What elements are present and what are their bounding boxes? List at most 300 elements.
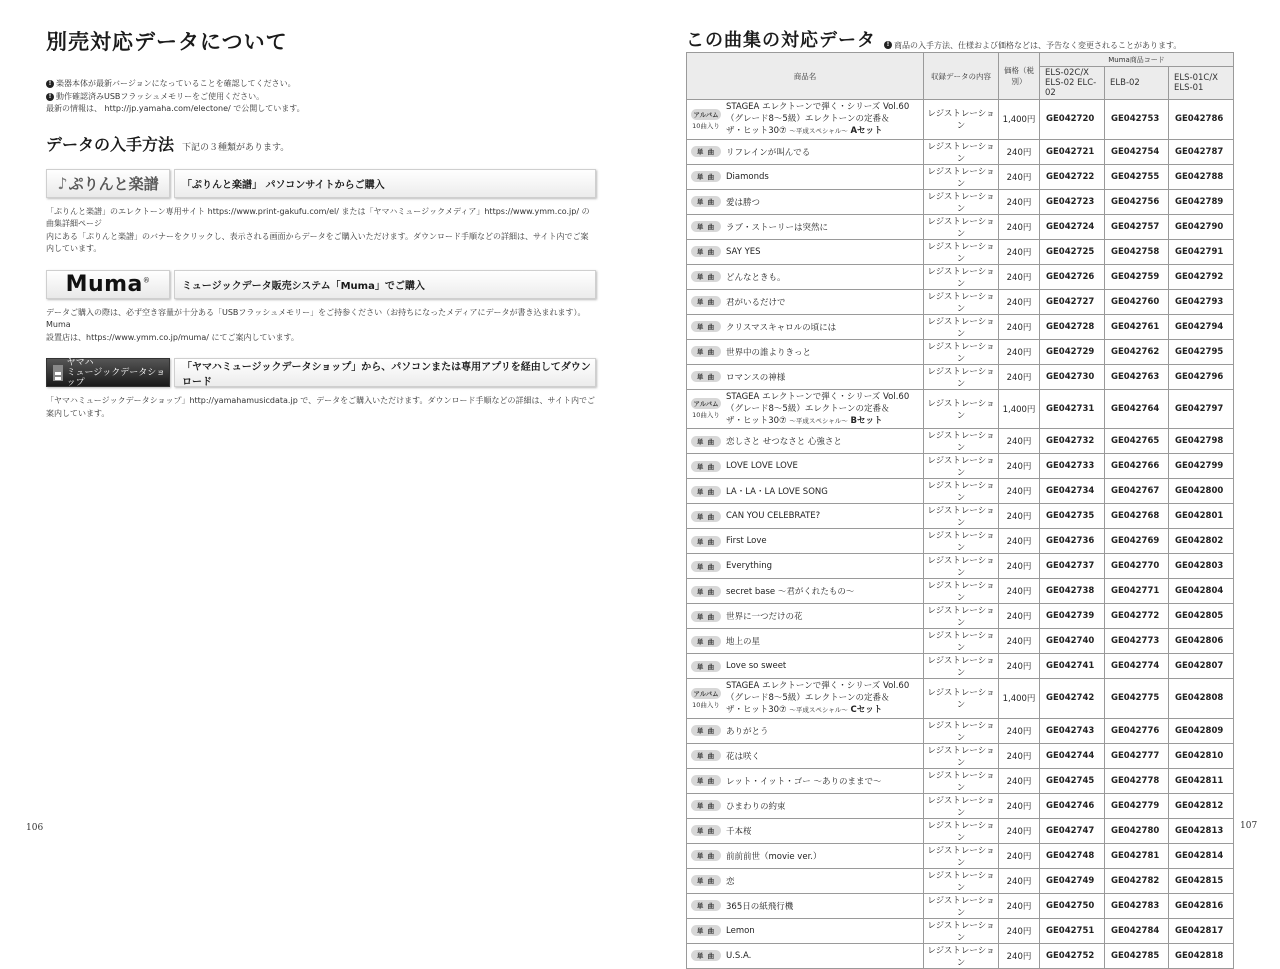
price-cell: 240円 <box>999 454 1040 479</box>
product-name-cell <box>687 604 924 629</box>
song-title: リフレインが叫んでる <box>726 147 811 158</box>
song-title: 愛は勝つ <box>726 197 761 208</box>
content-cell: レジストレーション <box>924 579 999 604</box>
table-row <box>687 579 1234 604</box>
code-cell-1: GE042737 <box>1040 554 1105 579</box>
page-number-right: 107 <box>1240 821 1258 831</box>
album-track-count: 10曲入り <box>692 121 720 130</box>
code-cell-1: GE042744 <box>1040 743 1105 768</box>
latest-info: 最新の情報は、 http://jp.yamaha.com/electone/ で公開しています。 <box>46 104 305 113</box>
song-title: Lemon <box>726 925 755 936</box>
code-cell-3: GE042791 <box>1169 239 1234 264</box>
table-row <box>687 893 1234 918</box>
code-cell-3: GE042786 <box>1169 100 1234 140</box>
code-cell-3: GE042803 <box>1169 554 1234 579</box>
price-cell: 240円 <box>999 504 1040 529</box>
product-name-cell <box>687 918 924 943</box>
code-cell-2: GE042764 <box>1105 389 1169 429</box>
content-cell: レジストレーション <box>924 654 999 679</box>
product-name-cell <box>687 818 924 843</box>
content-cell: レジストレーション <box>924 479 999 504</box>
table-row <box>687 629 1234 654</box>
content-cell: レジストレーション <box>924 679 999 719</box>
single-badge: 単 曲 <box>691 586 721 597</box>
content-cell: レジストレーション <box>924 239 999 264</box>
code-cell-1: GE042731 <box>1040 389 1105 429</box>
code-cell-3: GE042812 <box>1169 793 1234 818</box>
table-row <box>687 554 1234 579</box>
table-row <box>687 454 1234 479</box>
code-cell-1: GE042734 <box>1040 479 1105 504</box>
header-muma: Muma商品コード <box>1040 53 1234 67</box>
notice: ! 商品の入手方法、仕様および価格などは、予告なく変更されることがあります。 <box>884 40 1181 51</box>
table-row <box>687 289 1234 314</box>
code-cell-1: GE042729 <box>1040 339 1105 364</box>
product-name-cell <box>687 793 924 818</box>
single-badge: 単 曲 <box>691 850 721 861</box>
content-cell: レジストレーション <box>924 818 999 843</box>
code-cell-1: GE042739 <box>1040 604 1105 629</box>
code-cell-1: GE042726 <box>1040 264 1105 289</box>
code-cell-2: GE042776 <box>1105 718 1169 743</box>
single-badge: 単 曲 <box>691 511 721 522</box>
table-row <box>687 164 1234 189</box>
song-title: 前前前世（movie ver.） <box>726 851 822 862</box>
content-cell: レジストレーション <box>924 504 999 529</box>
single-badge: 単 曲 <box>691 271 721 282</box>
product-name-cell <box>687 629 924 654</box>
content-cell: レジストレーション <box>924 768 999 793</box>
price-cell: 240円 <box>999 843 1040 868</box>
code-cell-2: GE042767 <box>1105 479 1169 504</box>
code-cell-3: GE042799 <box>1169 454 1234 479</box>
table-row <box>687 718 1234 743</box>
single-badge: 単 曲 <box>691 925 721 936</box>
song-title: Love so sweet <box>726 661 787 671</box>
code-cell-2: GE042774 <box>1105 654 1169 679</box>
code-cell-1: GE042724 <box>1040 214 1105 239</box>
source-title: 「ぷりんと楽譜」 パソコンサイトからご購入 <box>174 169 596 198</box>
content-cell: レジストレーション <box>924 793 999 818</box>
notes <box>46 78 596 116</box>
album-track-count: 10曲入り <box>692 411 720 420</box>
code-cell-2: GE042765 <box>1105 429 1169 454</box>
code-cell-3: GE042804 <box>1169 579 1234 604</box>
source-description: 「ヤマハミュージックデータショップ」http://yamahamusicdata.jp で、データをご購入いただけます。ダウンロード手順などの詳細は、サイト内でご案内しています。 <box>46 396 595 418</box>
song-title: LOVE LOVE LOVE <box>726 461 798 471</box>
table-row <box>687 743 1234 768</box>
content-cell: レジストレーション <box>924 843 999 868</box>
album-track-count: 10曲入り <box>692 700 720 709</box>
code-cell-3: GE042815 <box>1169 868 1234 893</box>
single-badge: 単 曲 <box>691 800 721 811</box>
single-badge: 単 曲 <box>691 246 721 257</box>
left-page <box>46 26 596 420</box>
product-name-cell: アルバム 10曲入り STAGEA エレクトーンで弾く・シリーズ Vol.60 （グレード8〜5級）エレクトーンの定番＆ ザ・ヒット30⑦ 〜平成スペシャル〜 Aセット <box>687 100 924 140</box>
table-row <box>687 768 1234 793</box>
table-row <box>687 389 1234 429</box>
code-cell-3: GE042790 <box>1169 214 1234 239</box>
song-title: ロマンスの神様 <box>726 372 786 383</box>
table-row <box>687 139 1234 164</box>
single-badge: 単 曲 <box>691 536 721 547</box>
song-title: ありがとう <box>726 726 769 737</box>
right-page-header <box>686 26 1181 52</box>
single-badge: 単 曲 <box>691 296 721 307</box>
song-title: 恋 <box>726 876 735 887</box>
song-title: U.S.A. <box>726 950 752 961</box>
album-badge: アルバム <box>691 109 721 120</box>
code-cell-3: GE042813 <box>1169 818 1234 843</box>
code-cell-1: GE042723 <box>1040 189 1105 214</box>
code-cell-1: GE042750 <box>1040 893 1105 918</box>
content-cell: レジストレーション <box>924 718 999 743</box>
price-cell: 240円 <box>999 654 1040 679</box>
code-cell-3: GE042809 <box>1169 718 1234 743</box>
header-product: 商品名 <box>687 53 924 100</box>
code-cell-3: GE042801 <box>1169 504 1234 529</box>
data-table <box>686 52 1234 969</box>
code-cell-3: GE042792 <box>1169 264 1234 289</box>
price-cell: 240円 <box>999 189 1040 214</box>
product-name-cell <box>687 429 924 454</box>
content-cell: レジストレーション <box>924 554 999 579</box>
price-cell: 240円 <box>999 629 1040 654</box>
source-description: データご購入の際は、必ず空き容量が十分ある「USBフラッシュメモリー」をご持参ください（お持ちになったメディアにデータが書き込まれます）。Muma 設置店は、https://www.ymm.co.jp/muma/ にてご案内しています。 <box>46 307 586 342</box>
content-cell: レジストレーション <box>924 339 999 364</box>
code-cell-3: GE042807 <box>1169 654 1234 679</box>
code-cell-2: GE042783 <box>1105 893 1169 918</box>
price-cell: 240円 <box>999 793 1040 818</box>
code-cell-1: GE042728 <box>1040 314 1105 339</box>
content-cell: レジストレーション <box>924 943 999 968</box>
code-cell-2: GE042785 <box>1105 943 1169 968</box>
content-cell: レジストレーション <box>924 314 999 339</box>
song-title: 恋しさと せつなさと 心強さと <box>726 437 842 447</box>
code-cell-3: GE042817 <box>1169 918 1234 943</box>
price-cell: 240円 <box>999 314 1040 339</box>
content-cell: レジストレーション <box>924 164 999 189</box>
table-row <box>687 364 1234 389</box>
code-cell-3: GE042818 <box>1169 943 1234 968</box>
single-badge: 単 曲 <box>691 611 721 622</box>
muma-logo[interactable]: Muma® <box>46 270 170 299</box>
code-cell-1: GE042725 <box>1040 239 1105 264</box>
single-badge: 単 曲 <box>691 661 721 672</box>
code-cell-2: GE042775 <box>1105 679 1169 719</box>
single-badge: 単 曲 <box>691 875 721 886</box>
content-cell: レジストレーション <box>924 529 999 554</box>
price-cell: 240円 <box>999 164 1040 189</box>
song-title: 世界中の誰よりきっと <box>726 347 812 358</box>
code-cell-1: GE042720 <box>1040 100 1105 140</box>
table-row <box>687 654 1234 679</box>
code-cell-1: GE042749 <box>1040 868 1105 893</box>
price-cell: 240円 <box>999 718 1040 743</box>
code-cell-1: GE042751 <box>1040 918 1105 943</box>
single-badge: 単 曲 <box>691 146 721 157</box>
header-content: 収録データの内容 <box>924 53 999 100</box>
table-row <box>687 604 1234 629</box>
single-badge: 単 曲 <box>691 725 721 736</box>
price-cell: 1,400円 <box>999 100 1040 140</box>
product-name-cell <box>687 868 924 893</box>
code-cell-1: GE042721 <box>1040 139 1105 164</box>
music-note-icon: ♪ <box>57 173 68 193</box>
source-muma <box>46 270 596 345</box>
song-title: 君がいるだけで <box>726 297 786 308</box>
code-cell-1: GE042733 <box>1040 454 1105 479</box>
single-badge: 単 曲 <box>691 346 721 357</box>
code-cell-1: GE042741 <box>1040 654 1105 679</box>
table-row <box>687 429 1234 454</box>
music-data-icon <box>53 365 63 381</box>
code-cell-1: GE042746 <box>1040 793 1105 818</box>
price-cell: 240円 <box>999 918 1040 943</box>
single-badge: 単 曲 <box>691 461 721 472</box>
code-cell-1: GE042752 <box>1040 943 1105 968</box>
price-cell: 240円 <box>999 289 1040 314</box>
code-cell-3: GE042793 <box>1169 289 1234 314</box>
content-cell: レジストレーション <box>924 868 999 893</box>
single-badge: 単 曲 <box>691 171 721 182</box>
table-row <box>687 239 1234 264</box>
price-cell: 240円 <box>999 893 1040 918</box>
code-cell-3: GE042814 <box>1169 843 1234 868</box>
content-cell: レジストレーション <box>924 139 999 164</box>
product-name-cell <box>687 454 924 479</box>
product-name-cell <box>687 289 924 314</box>
product-name-cell <box>687 893 924 918</box>
page-number-left: 106 <box>26 823 44 833</box>
code-cell-1: GE042735 <box>1040 504 1105 529</box>
price-cell: 1,400円 <box>999 679 1040 719</box>
single-badge: 単 曲 <box>691 561 721 572</box>
content-cell: レジストレーション <box>924 364 999 389</box>
table-row <box>687 264 1234 289</box>
table-row <box>687 529 1234 554</box>
table-row <box>687 479 1234 504</box>
page-title: この曲集の対応データ <box>686 30 876 51</box>
price-cell: 240円 <box>999 868 1040 893</box>
price-cell: 240円 <box>999 239 1040 264</box>
code-cell-3: GE042802 <box>1169 529 1234 554</box>
single-badge: 単 曲 <box>691 221 721 232</box>
header-code-3: ELS-01C/X ELS-01 <box>1169 67 1234 100</box>
content-cell: レジストレーション <box>924 264 999 289</box>
product-name-cell <box>687 189 924 214</box>
code-cell-3: GE042806 <box>1169 629 1234 654</box>
code-cell-2: GE042768 <box>1105 504 1169 529</box>
source-title: 「ヤマハミュージックデータショップ」から、パソコンまたは専用アプリを経由してダウンロード <box>174 358 596 387</box>
product-name-cell: アルバム 10曲入り STAGEA エレクトーンで弾く・シリーズ Vol.60 （グレード8〜5級）エレクトーンの定番＆ ザ・ヒット30⑦ 〜平成スペシャル〜 Bセット <box>687 389 924 429</box>
exclamation-icon: ! <box>884 41 892 49</box>
page-title: 別売対応データについて <box>46 30 288 54</box>
source-yamaha-music-data-shop <box>46 358 596 420</box>
code-cell-2: GE042753 <box>1105 100 1169 140</box>
yamaha-music-data-shop-logo[interactable]: ヤマハ ミュージックデータショップ <box>46 358 170 387</box>
code-cell-2: GE042777 <box>1105 743 1169 768</box>
song-title: クリスマスキャロルの頃には <box>726 322 837 333</box>
product-name-cell <box>687 239 924 264</box>
product-name-cell <box>687 139 924 164</box>
code-cell-2: GE042773 <box>1105 629 1169 654</box>
print-gakufu-logo[interactable]: ♪ぷりんと楽譜 <box>46 169 170 198</box>
code-cell-3: GE042789 <box>1169 189 1234 214</box>
product-name-cell <box>687 943 924 968</box>
code-cell-2: GE042758 <box>1105 239 1169 264</box>
code-cell-1: GE042736 <box>1040 529 1105 554</box>
code-cell-1: GE042727 <box>1040 289 1105 314</box>
song-title: どんなときも。 <box>726 272 786 283</box>
price-cell: 240円 <box>999 214 1040 239</box>
code-cell-1: GE042722 <box>1040 164 1105 189</box>
price-cell: 240円 <box>999 529 1040 554</box>
code-cell-2: GE042778 <box>1105 768 1169 793</box>
song-title: LA・LA・LA LOVE SONG <box>726 487 828 497</box>
code-cell-1: GE042747 <box>1040 818 1105 843</box>
source-description: 「ぷりんと楽譜」のエレクトーン専用サイト https://www.print-gakufu.com/el/ または「ヤマハミュージックメディア」https://www.ymm.co.jp/ の曲集詳細ページ 内にある「ぷりんと楽譜」のバナーをクリックし、表示される画面からデータをご購入いただけます。ダウンロード手順などの詳細は、サイト内でご案内しています。 <box>46 206 590 253</box>
price-cell: 240円 <box>999 743 1040 768</box>
product-name-cell <box>687 214 924 239</box>
single-badge: 単 曲 <box>691 486 721 497</box>
album-badge: アルバム <box>691 398 721 409</box>
code-cell-1: GE042743 <box>1040 718 1105 743</box>
table-row <box>687 314 1234 339</box>
section-subtitle: 下記の３種類があります。 <box>182 142 290 153</box>
single-badge: 単 曲 <box>691 950 721 961</box>
code-cell-3: GE042805 <box>1169 604 1234 629</box>
exclamation-icon: ! <box>46 80 54 88</box>
code-cell-2: GE042769 <box>1105 529 1169 554</box>
code-cell-2: GE042766 <box>1105 454 1169 479</box>
content-cell: レジストレーション <box>924 189 999 214</box>
code-cell-2: GE042760 <box>1105 289 1169 314</box>
product-name-cell <box>687 479 924 504</box>
song-title: 花は咲く <box>726 751 761 762</box>
exclamation-icon: ! <box>46 93 54 101</box>
price-cell: 240円 <box>999 554 1040 579</box>
content-cell: レジストレーション <box>924 429 999 454</box>
product-name-cell <box>687 718 924 743</box>
song-title: SAY YES <box>726 246 761 257</box>
product-name-cell <box>687 164 924 189</box>
section-header <box>46 132 596 155</box>
code-cell-2: GE042780 <box>1105 818 1169 843</box>
table-row <box>687 868 1234 893</box>
code-cell-2: GE042779 <box>1105 793 1169 818</box>
code-cell-2: GE042784 <box>1105 918 1169 943</box>
song-title: Everything <box>726 561 773 571</box>
code-cell-2: GE042770 <box>1105 554 1169 579</box>
header-price: 価格（税別） <box>999 53 1040 100</box>
content-cell: レジストレーション <box>924 604 999 629</box>
price-cell: 240円 <box>999 479 1040 504</box>
header-code-1: ELS-02C/X ELS-02 ELC-02 <box>1040 67 1105 100</box>
product-name-cell <box>687 843 924 868</box>
table-row <box>687 918 1234 943</box>
code-cell-3: GE042810 <box>1169 743 1234 768</box>
content-cell: レジストレーション <box>924 743 999 768</box>
album-badge: アルバム <box>691 688 721 699</box>
product-name-cell <box>687 314 924 339</box>
table-row <box>687 943 1234 968</box>
content-cell: レジストレーション <box>924 389 999 429</box>
price-cell: 240円 <box>999 339 1040 364</box>
single-badge: 単 曲 <box>691 436 721 447</box>
code-cell-1: GE042748 <box>1040 843 1105 868</box>
single-badge: 単 曲 <box>691 750 721 761</box>
price-cell: 240円 <box>999 818 1040 843</box>
price-cell: 240円 <box>999 768 1040 793</box>
single-badge: 単 曲 <box>691 371 721 382</box>
table-row <box>687 339 1234 364</box>
note-item: ! 動作確認済みUSBフラッシュメモリーをご使用ください。 <box>46 91 596 104</box>
table-body <box>687 100 1234 969</box>
code-cell-3: GE042787 <box>1169 139 1234 164</box>
code-cell-3: GE042800 <box>1169 479 1234 504</box>
price-cell: 240円 <box>999 139 1040 164</box>
code-cell-2: GE042754 <box>1105 139 1169 164</box>
price-cell: 240円 <box>999 579 1040 604</box>
source-print-gakufu <box>46 169 596 256</box>
code-cell-2: GE042781 <box>1105 843 1169 868</box>
song-title: レット・イット・ゴー 〜ありのままで〜 <box>726 776 882 787</box>
table-row <box>687 100 1234 140</box>
song-title: 世界に一つだけの花 <box>726 612 803 622</box>
product-name-cell <box>687 654 924 679</box>
code-cell-2: GE042772 <box>1105 604 1169 629</box>
content-cell: レジストレーション <box>924 214 999 239</box>
product-name-cell <box>687 504 924 529</box>
product-name-cell: アルバム 10曲入り STAGEA エレクトーンで弾く・シリーズ Vol.60 （グレード8〜5級）エレクトーンの定番＆ ザ・ヒット30⑦ 〜平成スペシャル〜 Cセット <box>687 679 924 719</box>
code-cell-3: GE042797 <box>1169 389 1234 429</box>
header-code-2: ELB-02 <box>1105 67 1169 100</box>
content-cell: レジストレーション <box>924 289 999 314</box>
code-cell-2: GE042759 <box>1105 264 1169 289</box>
code-cell-3: GE042808 <box>1169 679 1234 719</box>
note-item: ! 楽器本体が最新バージョンになっていることを確認してください。 <box>46 78 596 91</box>
price-cell: 240円 <box>999 429 1040 454</box>
code-cell-3: GE042795 <box>1169 339 1234 364</box>
song-title: CAN YOU CELEBRATE? <box>726 511 821 521</box>
product-name-cell <box>687 339 924 364</box>
content-cell: レジストレーション <box>924 629 999 654</box>
table-row <box>687 843 1234 868</box>
single-badge: 単 曲 <box>691 825 721 836</box>
single-badge: 単 曲 <box>691 196 721 207</box>
price-cell: 240円 <box>999 264 1040 289</box>
single-badge: 単 曲 <box>691 900 721 911</box>
source-title: ミュージックデータ販売システム「Muma」でご購入 <box>174 270 596 299</box>
product-name-cell <box>687 554 924 579</box>
single-badge: 単 曲 <box>691 775 721 786</box>
code-cell-3: GE042798 <box>1169 429 1234 454</box>
code-cell-2: GE042771 <box>1105 579 1169 604</box>
song-title: 365日の紙飛行機 <box>726 901 794 912</box>
code-cell-3: GE042788 <box>1169 164 1234 189</box>
table-row <box>687 504 1234 529</box>
product-name-cell <box>687 768 924 793</box>
content-cell: レジストレーション <box>924 454 999 479</box>
code-cell-2: GE042761 <box>1105 314 1169 339</box>
price-cell: 240円 <box>999 943 1040 968</box>
single-badge: 単 曲 <box>691 321 721 332</box>
code-cell-2: GE042762 <box>1105 339 1169 364</box>
code-cell-1: GE042742 <box>1040 679 1105 719</box>
table-row <box>687 679 1234 719</box>
song-title: 地上の星 <box>726 637 761 647</box>
